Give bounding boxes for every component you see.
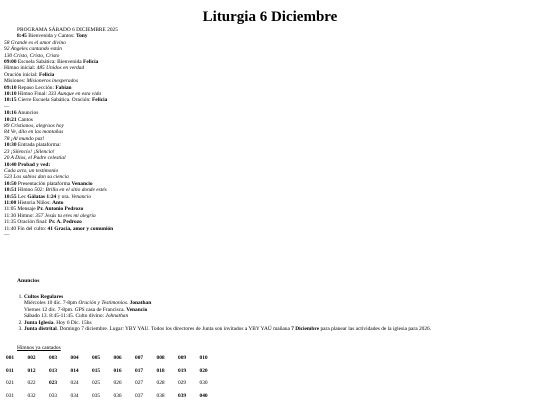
- text-segment: 11:00: [4, 199, 17, 206]
- schedule-list: [4, 33, 534, 238]
- text-segment: Felicia: [92, 97, 108, 104]
- text-segment: 41 Gracia, amor y comunión: [47, 225, 114, 232]
- hymn-number: 015: [92, 367, 101, 374]
- text-segment: Viernes 12 dic. 7-8pm.: [24, 306, 75, 313]
- hymns-table: [4, 352, 219, 402]
- hymn-number: 026: [113, 380, 122, 387]
- text-segment: Venancio: [126, 306, 148, 313]
- text-segment: Escuela Sabática: Bienvenida: [16, 59, 84, 66]
- hymn-number: 033: [49, 392, 58, 399]
- hymn-number: 020: [199, 367, 208, 374]
- text-segment: Cada acto, un testimonio: [4, 167, 59, 174]
- text-segment: Cierre Escuela Sabática. Oración:: [16, 97, 93, 104]
- text-segment: para planear las actividades de la iglesia para 2026.: [319, 326, 432, 333]
- hymn-number: 002: [27, 355, 36, 362]
- text-segment: 10:50: [4, 180, 17, 187]
- text-segment: 10:15: [4, 97, 17, 104]
- text-segment: 10:40 Probad y ved:: [4, 161, 51, 168]
- text-segment: Himno inicial:: [4, 65, 37, 72]
- hymn-number: 001: [6, 355, 15, 362]
- text-segment: Junta distrital: [24, 326, 57, 333]
- text-segment: —: [4, 231, 10, 238]
- text-segment: 8:45: [17, 33, 27, 40]
- hymn-number: 012: [27, 367, 36, 374]
- page-title: Liturgia 6 Diciembre: [202, 9, 338, 25]
- text-segment: 09:00: [4, 59, 17, 66]
- text-segment: . Domingo 7 diciembre. Lugar: YBY YAU. Todos los directores de Junta son invitados a YBY YAÚ mañana: [56, 326, 292, 333]
- announcement-item: [24, 294, 534, 320]
- text-segment: Tony: [76, 33, 88, 40]
- hymn-number: 010: [199, 355, 208, 362]
- text-segment: Misiones:: [4, 78, 27, 85]
- text-segment: Historia Niños:: [16, 199, 53, 206]
- text-segment: 502: Brilla en el sitio donde estés: [34, 187, 107, 194]
- text-segment: 10:21: [4, 116, 17, 123]
- text-segment: 89 Cristianos, alegraos hoy: [4, 123, 64, 130]
- text-segment: Misioneros inesperados: [26, 78, 79, 85]
- text-segment: 92 Ángeles cantando están: [4, 46, 62, 53]
- hymn-number: 017: [135, 367, 144, 374]
- text-segment: 357 Jesús tu eres mi alegría: [35, 212, 96, 219]
- text-segment: 78 ¡Al mundo paz!: [4, 135, 45, 142]
- hymn-number: 021: [6, 380, 15, 387]
- text-segment: GPS: [74, 306, 85, 313]
- hymn-number: 032: [27, 392, 36, 399]
- hymn-number: 018: [156, 367, 165, 374]
- hymn-number: 030: [199, 380, 208, 387]
- text-segment: Fabian: [55, 84, 72, 91]
- text-segment: casa de Francisca.: [84, 306, 127, 313]
- hymn-number: 038: [156, 392, 165, 399]
- hymn-number: 022: [27, 380, 36, 387]
- text-segment: Anuncios: [16, 110, 39, 117]
- hymn-number: 040: [199, 392, 208, 399]
- hymn-number: 008: [156, 355, 165, 362]
- text-segment: Lec: [16, 193, 28, 200]
- hymn-number: 024: [70, 380, 79, 387]
- text-segment: y ora.: [56, 193, 72, 200]
- hymn-number: 014: [70, 367, 79, 374]
- text-segment: 58 Grande es el amor divino: [4, 39, 66, 46]
- hymn-number: 004: [70, 355, 79, 362]
- text-segment: 11:30 Himno:: [4, 212, 36, 219]
- text-segment: Jonathan: [128, 300, 152, 307]
- text-segment: Entrada plataforma:: [16, 142, 61, 149]
- text-segment: Venancio: [71, 180, 93, 187]
- text-segment: 84 Ve, dilo en las montañas: [4, 129, 64, 136]
- hymn-number: 039: [178, 392, 187, 399]
- hymns-title: Himnos ya cantados: [17, 345, 61, 351]
- hymn-number: 035: [92, 392, 101, 399]
- text-segment: 523 Los sabios dan su ciencia: [4, 174, 69, 181]
- hymns-row: [4, 390, 219, 403]
- hymn-number: 025: [92, 380, 101, 387]
- hymn-number: 036: [113, 392, 122, 399]
- text-segment: Bienvenida y Cantos:: [26, 33, 76, 40]
- text-segment: 130 Cristo, Cristo, Cristo: [4, 52, 60, 59]
- text-segment: Anto: [52, 199, 64, 206]
- text-segment: 10:10: [4, 91, 17, 98]
- text-segment: . Hoy 6 Dic. 15hs: [53, 319, 92, 326]
- text-segment: 10:16: [4, 110, 17, 117]
- text-segment: Felicia: [39, 71, 55, 78]
- text-segment: Cantos: [16, 116, 33, 123]
- text-segment: 09:10: [4, 84, 17, 91]
- hymn-number: 003: [49, 355, 58, 362]
- hymns-row: [4, 352, 219, 365]
- text-segment: 11:05 Mensaje: [4, 206, 38, 213]
- text-segment: Himno Final:: [16, 91, 49, 98]
- announcement-item: [24, 326, 534, 332]
- hymn-number: 016: [113, 367, 122, 374]
- text-segment: 20 A Dios, el Padre celestial: [4, 155, 66, 162]
- announcements-title: Anuncios: [17, 278, 40, 284]
- text-segment: Oración inicial:: [4, 71, 40, 78]
- text-segment: 23 ¡Silencio! ¡Silencio!: [4, 148, 55, 155]
- hymn-number: 011: [6, 367, 14, 374]
- text-segment: Oración y Testimonios.: [78, 300, 129, 307]
- hymns-row: [4, 377, 219, 390]
- text-segment: 10:30: [4, 142, 17, 149]
- text-segment: 10:51: [4, 187, 17, 194]
- text-segment: Himno: [16, 187, 35, 194]
- announcements: [14, 294, 534, 332]
- hymn-number: 005: [92, 355, 101, 362]
- hymn-number: 029: [178, 380, 187, 387]
- text-segment: 333 Aunque en esta vida: [48, 91, 102, 98]
- text-segment: Presentación plataforma: [16, 180, 72, 187]
- text-segment: Repaso Lección:: [16, 84, 56, 91]
- hymn-number: 037: [135, 392, 144, 399]
- text-segment: Miércoles 10 dic. 7-8pm: [24, 300, 79, 307]
- hymn-number: 013: [49, 367, 58, 374]
- text-segment: Gálatas 1:24: [27, 193, 57, 200]
- hymn-number: 023: [49, 380, 58, 387]
- hymn-number: 009: [178, 355, 187, 362]
- hymn-number: 031: [6, 392, 15, 399]
- text-segment: Felicia: [83, 59, 99, 66]
- text-segment: Venancio: [71, 193, 92, 200]
- separator: [4, 232, 534, 238]
- hymn-number: 028: [156, 380, 165, 387]
- text-segment: Pr. A. Pedrozo: [48, 219, 82, 226]
- text-segment: 7 Diciembre: [291, 326, 320, 333]
- announcements-list: [14, 294, 534, 332]
- hymn-number: 019: [178, 367, 187, 374]
- text-segment: 485 Unidos en verdad: [36, 65, 85, 72]
- hymn-number: 034: [70, 392, 79, 399]
- text-segment: 11:40 Fin del culto:: [4, 225, 48, 232]
- text-segment: 11:35 Oración final:: [4, 219, 49, 226]
- text-segment: —: [4, 103, 10, 110]
- program-heading: PROGRAMA SÁBADO 6 DICIEMBRE 2025: [17, 27, 118, 33]
- text-segment: Junta Iglesia: [24, 319, 54, 326]
- announcement-line: [24, 326, 534, 332]
- hymns-row: [4, 365, 219, 378]
- text-segment: 10:55: [4, 193, 17, 200]
- program-schedule: [4, 27, 534, 238]
- text-segment: Sábado 13. 8:45-11:45. Culto divino:: [24, 313, 106, 320]
- hymn-number: 007: [135, 355, 144, 362]
- hymn-number: 027: [135, 380, 144, 387]
- text-segment: Pr. Antonio Pedrozo: [37, 206, 84, 213]
- hymn-number: 006: [113, 355, 122, 362]
- text-segment: Cultos Regulares: [24, 294, 64, 300]
- text-segment: Johnathan: [105, 313, 129, 320]
